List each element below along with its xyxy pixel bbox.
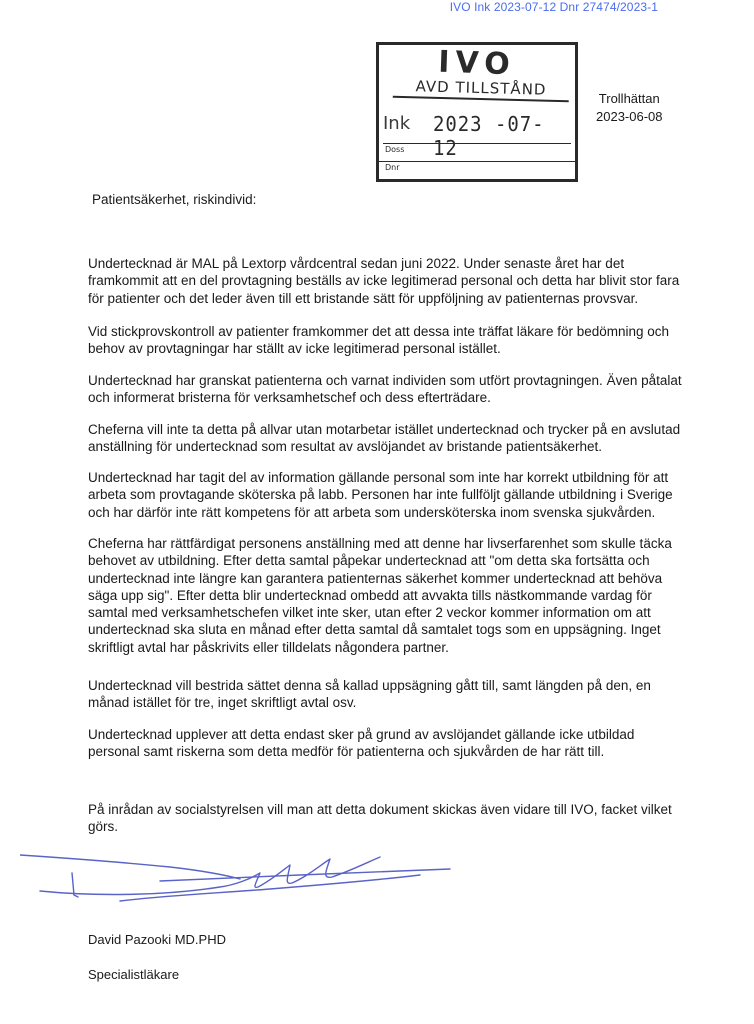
received-stamp (376, 42, 578, 182)
stamp-org: IVO (437, 44, 517, 83)
signer-title: Specialistläkare (88, 967, 180, 982)
stamp-doss-label: Doss (385, 145, 405, 154)
paragraph: Undertecknad upplever att detta endast sker på grund av avslöjandet gällande icke utbildad personal samt riskerna som detta medför för patienterna och sjukvården de har rätt till. (88, 727, 635, 760)
signer-name: David Pazooki MD.PHD (88, 932, 226, 947)
paragraph: Undertecknad är MAL på Lextorp vårdcentral sedan juni 2022. Under senaste året har det framkommit att en del provtagning beställs av icke legitimerad personal och detta har blivit stor fara för patienter och det leder även till ett bristande sätt för uppföljning av patienternas provsvar. (88, 256, 680, 306)
paragraph: Undertecknad har tagit del av information gällande personal som inte har korrekt utbildning för att arbeta som provtagande sköterska på labb. Personen har inte fullföljt gällande utbildning i Sverige och har därför inte rätt kompetens för att arbeta som undersköterska inom svenska sjukvården. (88, 470, 673, 520)
letter-date: 2023-06-08 (596, 109, 663, 124)
handwritten-signature (20, 845, 460, 915)
paragraph: Undertecknad har granskat patienterna och varnat individen som utfört provtagningen. Även påtalat och informerat bristerna för verksamhetschef och dess efterträdare. (88, 373, 682, 406)
stamp-dnr-label: Dnr (385, 163, 400, 172)
paragraph: Undertecknad vill bestrida sättet denna så kallad uppsägning gått till, samt längden på den, en månad istället för tre, inget skriftligt avtal osv. (88, 678, 651, 711)
letter-subject: Patientsäkerhet, riskindivid: (92, 192, 257, 207)
document-reference: IVO Ink 2023-07-12 Dnr 27474/2023-1 (449, 0, 658, 14)
stamp-doss-row (379, 143, 575, 162)
stamp-ink-label: Ink (383, 113, 411, 134)
stamp-department: AVD TILLSTÅND (393, 77, 569, 103)
stamp-ink-date: 2023 -07- 12 (433, 112, 545, 160)
paragraph: På inrådan av socialstyrelsen vill man att detta dokument skickas även vidare till IVO, facket vilket görs. (88, 802, 672, 835)
paragraph: Cheferna vill inte ta detta på allvar utan motarbetar istället undertecknad och trycker på en avslutad anställning för undertecknad som resultat av avslöjandet av bristande patientsäkerhet. (88, 422, 681, 455)
paragraph: Cheferna har rättfärdigat personens anställning med att denne har livserfarenhet som skulle täcka behovet av utbildning. Efter detta samtal påpekar undertecknad att "om detta ska fortsätta och undertecknad inte längre kan garantera patienternas säkerhet kommer undertecknad att behöva säga upp sig". Efter detta blir undertecknad ombedd att avvakta tills nästkommande vardag för samtal med verksamhetschefen vilket inte sker, utan efter 2 veckor kommer information om att undertecknad ska sluta en månad efter detta samtal då samtalet togs som en uppsägning. Inget skriftligt avtal har påskrivits eller tilldelats någondera partner. (88, 536, 672, 655)
paragraph: Vid stickprovskontroll av patienter framkommer det att dessa inte träffat läkare för bedömning och behov av provtagningar har ställt av icke legitimerad personal istället. (88, 324, 670, 357)
stamp-dnr-row (379, 161, 575, 179)
place-and-date (596, 90, 663, 126)
letter-place: Trollhättan (598, 91, 660, 106)
